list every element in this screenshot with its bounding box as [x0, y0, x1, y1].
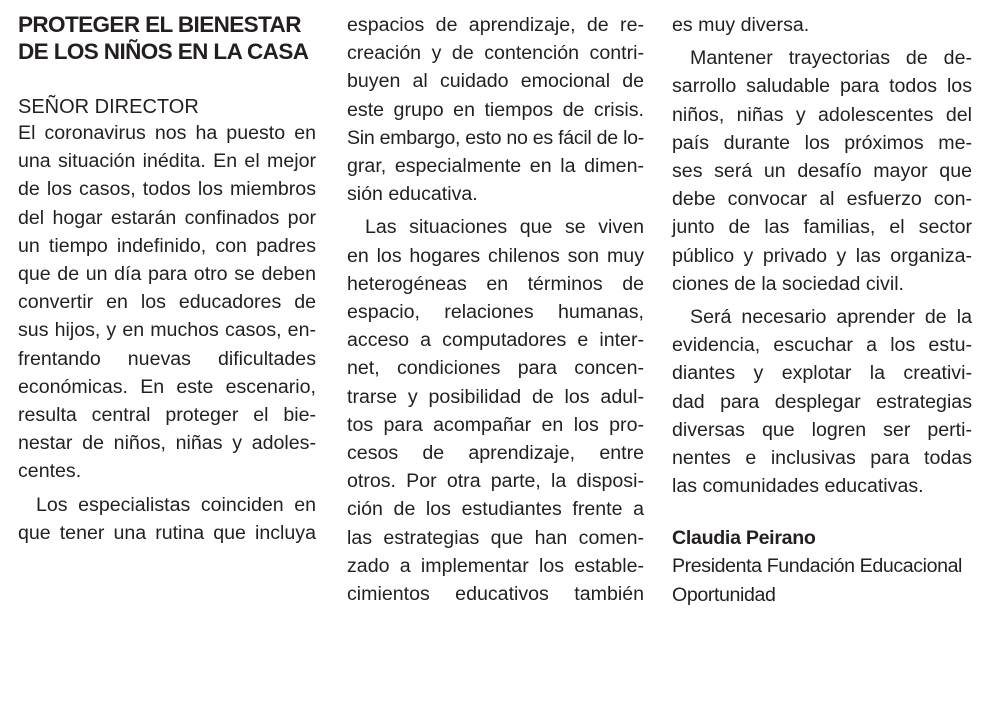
- text-line: las comunidades educativas.: [672, 475, 924, 498]
- text-line: que tener una rutina que incluya: [18, 521, 316, 544]
- text-line: sión educativa.: [347, 183, 478, 206]
- text-line: Será necesario aprender de la: [690, 306, 972, 329]
- text-line: Las situaciones que se viven: [365, 216, 644, 239]
- text-line: Los especialistas coinciden en: [36, 493, 316, 516]
- signature-role: Oportunidad: [672, 583, 776, 606]
- text-line: las estrategias que han comen-: [347, 526, 644, 549]
- text-line: económicas. En este escenario,: [18, 375, 316, 398]
- text-line: diversas que logren ser perti-: [672, 418, 972, 441]
- text-line: este grupo en tiempos de crisis.: [347, 98, 644, 121]
- text-line: debe convocar al esfuerzo con-: [672, 188, 972, 211]
- text-line: ses será un desafío mayor que: [672, 160, 972, 183]
- text-line: niños, niñas y adolescentes del: [672, 103, 972, 126]
- text-line: sarrollo saludable para todos los: [672, 75, 972, 98]
- text-line: nentes e inclusivas para todas: [672, 447, 972, 470]
- signature-name: Claudia Peirano: [672, 527, 816, 550]
- signature-block: [672, 525, 972, 609]
- text-line: resulta central proteger el bie-: [18, 404, 316, 427]
- text-line: dad para desplegar estrategias: [672, 390, 972, 413]
- column-2: [347, 11, 644, 608]
- text-line: zado a implementar los estable-: [347, 554, 644, 577]
- text-line: grar, especialmente en la dimen-: [347, 155, 644, 178]
- headline: [18, 11, 316, 65]
- text-line: Mantener trayectorias de de-: [690, 47, 972, 70]
- text-line: Sin embargo, esto no es fácil de lo-: [347, 126, 644, 149]
- text-line: cimientos educativos también: [347, 583, 644, 606]
- text-line: espacios de aprendizaje, de re-: [347, 14, 644, 36]
- headline-line: PROTEGER EL BIENESTAR: [18, 12, 301, 37]
- signature-role: Presidenta Fundación Educacional: [672, 555, 963, 578]
- text-line: sus hijos, y en muchos casos, en-: [18, 319, 316, 342]
- text-line: creación y de contención contri-: [347, 42, 644, 65]
- text-line: trarse y posibilidad de los adul-: [347, 385, 644, 408]
- text-line: centes.: [18, 460, 82, 483]
- text-line: frentando nuevas dificultades: [18, 347, 316, 370]
- text-line: que de un día para otro se deben: [18, 263, 316, 286]
- text-line: ciones de la sociedad civil.: [672, 272, 904, 295]
- text-line: tos para acompañar en los pro-: [347, 413, 644, 436]
- text-line: otros. Por otra parte, la disposi-: [347, 470, 644, 493]
- text-line: cesos de aprendizaje, entre: [347, 442, 644, 465]
- text-line: un tiempo indefinido, con padres: [18, 234, 316, 257]
- text-line: net, condiciones para concen-: [347, 357, 644, 380]
- text-line: nestar de niños, niñas y adoles-: [18, 432, 316, 455]
- text-line: convertir en los educadores de: [18, 291, 316, 314]
- text-line: en los hogares chilenos son muy: [347, 244, 644, 267]
- text-line: país durante los próximos me-: [672, 131, 972, 154]
- text-line: ción de los estudiantes frente a: [347, 498, 644, 521]
- text-line: acceso a computadores e inter-: [347, 329, 644, 352]
- salutation: SEÑOR DIRECTOR: [18, 96, 199, 118]
- text-line: una situación inédita. En el mejor: [18, 150, 316, 173]
- text-line: diantes y explotar la creativi-: [672, 362, 972, 385]
- text-line: heterogéneas en términos de: [347, 272, 644, 295]
- text-line: del hogar estarán confinados por: [18, 206, 316, 229]
- column-3: [672, 11, 972, 609]
- text-line: buyen al cuidado emocional de: [347, 70, 644, 93]
- text-line: junto de las familias, el sector: [672, 216, 972, 239]
- column-1: [18, 11, 316, 545]
- headline-line: DE LOS NIÑOS EN LA CASA: [18, 39, 309, 64]
- text-line: El coronavirus nos ha puesto en: [18, 122, 316, 144]
- text-line: espacio, relaciones humanas,: [347, 301, 644, 324]
- text-line: evidencia, escuchar a los estu-: [672, 334, 972, 357]
- text-line: es muy diversa.: [672, 14, 810, 36]
- text-line: de los casos, todos los miembros: [18, 178, 316, 201]
- text-line: público y privado y las organiza-: [672, 244, 972, 267]
